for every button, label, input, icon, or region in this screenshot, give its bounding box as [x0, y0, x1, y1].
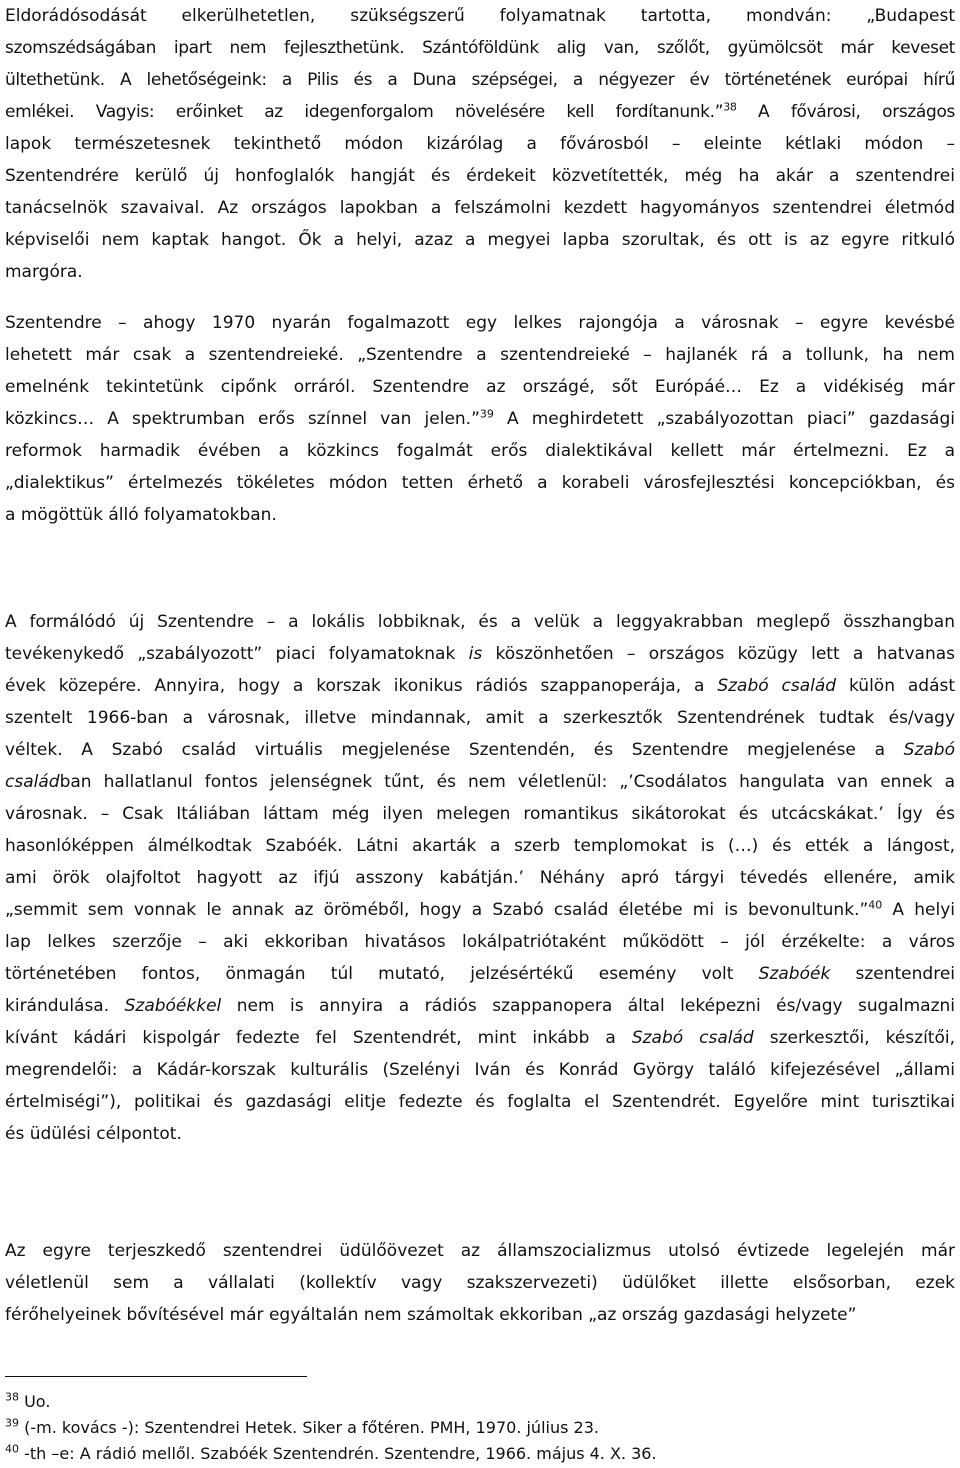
- text-span: tanácselnök szavaival. Az országos lapokban a felszámolni kezdett hagyományos szentendrei életmód: [5, 198, 955, 218]
- italic-text: Szabó család: [717, 676, 837, 696]
- text-span: A fővárosi, országos: [736, 102, 955, 122]
- text-span: nem is annyira a rádiós szappanopera által leképezni és/vagy sugalmazni: [221, 996, 955, 1016]
- text-line: [5, 894, 955, 926]
- text-span: szentendrei: [830, 964, 955, 984]
- text-span: ban hallatlanul fontos jelenségnek tűnt, és nem véletlenül: „’Csodálatos hangulata van ennek a: [59, 772, 955, 792]
- text-span: reformok harmadik évében a közkincs fogalmát erős dialektikával kellett már értelmezni. Ez a: [5, 441, 955, 461]
- text-line: [5, 339, 955, 371]
- text-line: [5, 734, 955, 766]
- text-line: [5, 1118, 955, 1150]
- text-span: szerkesztői, készítői,: [753, 1028, 956, 1048]
- text-line: [5, 1086, 955, 1118]
- text-line: [5, 862, 955, 894]
- footnote-text: (-m. kovács -): Szentendrei Hetek. Siker a főtéren. PMH, 1970. július 23.: [24, 1418, 599, 1437]
- text-span: és üdülési célpontot.: [5, 1124, 182, 1144]
- text-line: [5, 160, 955, 192]
- text-line: [5, 307, 955, 339]
- text-span: véletlenül sem a vállalati (kollektív vagy szakszervezeti) üdülőket illette elsősorban, ezek: [5, 1273, 955, 1293]
- text-line: [5, 96, 955, 128]
- footnote: [5, 1416, 599, 1440]
- footnote: [5, 1442, 657, 1466]
- text-span: kirándulása.: [5, 996, 125, 1016]
- text-span: történetében fontos, önmagán túl mutató, jelzésértékű esemény volt: [5, 964, 759, 984]
- text-line: [5, 64, 955, 96]
- text-line: [5, 499, 955, 531]
- text-span: tevékenykedő „szabályozott” piaci folyamatoknak: [5, 644, 469, 664]
- italic-text: is: [468, 644, 483, 664]
- text-span: A meghirdetett „szabályozottan piaci” gazdasági: [493, 409, 955, 429]
- italic-text: Szabóékkel: [124, 996, 222, 1016]
- text-line: [5, 32, 955, 64]
- text-span: Az egyre terjeszkedő szentendrei üdülőövezet az államszocializmus utolsó évtizede legelején már: [5, 1241, 955, 1261]
- text-span: férőhelyeinek bővítésével már egyáltalán nem számoltak ekkoriban „az ország gazdasági helyzete”: [5, 1305, 857, 1325]
- text-line: [5, 435, 955, 467]
- text-span: A formálódó új Szentendre – a lokális lobbiknak, és a velük a leggyakrabban meglepő összhangban: [5, 612, 955, 632]
- text-span: ami örök olajfoltot hagyott az ifjú asszony kabátján.’ Néhány apró tárgyi tévedés ellenére, amik: [5, 868, 955, 888]
- text-line: [5, 1022, 955, 1054]
- text-line: [5, 830, 955, 862]
- text-span: szentelt 1966-ban a városnak, illetve mindannak, amit a szerkesztők Szentendrének tudtak és/vagy: [5, 708, 955, 728]
- footnote: [5, 1390, 50, 1414]
- text-line: [5, 0, 955, 32]
- italic-text: Szabó család: [631, 1028, 754, 1048]
- text-span: köszönhetően – országos közügy lett a hatvanas: [482, 644, 955, 664]
- footnote-separator: [5, 1376, 307, 1377]
- text-line: [5, 702, 955, 734]
- text-span: külön adást: [836, 676, 956, 696]
- text-span: évek közepére. Annyira, hogy a korszak ikonikus rádiós szappanoperája, a: [5, 676, 718, 696]
- text-line: [5, 766, 955, 798]
- text-line: [5, 1299, 955, 1331]
- footnote-text: Uo.: [24, 1392, 51, 1411]
- text-span: margóra.: [5, 262, 83, 282]
- text-line: [5, 371, 955, 403]
- text-span: megrendelői: a Kádár-korszak kulturális (Szelényi Iván és Konrád György találó kifejezésével „állami: [5, 1060, 955, 1080]
- text-line: [5, 926, 955, 958]
- text-span: „dialektikus” értelmezés tökéletes módon tetten érhető a korabeli városfejlesztési koncepciókban, és: [5, 473, 955, 493]
- text-line: [5, 606, 955, 638]
- text-span: hasonlóképpen álmélkodtak Szabóék. Látni akarták a szerb templomokat is (…) és ették a lángost,: [5, 836, 955, 856]
- text-line: [5, 224, 955, 256]
- text-span: Eldorádósodását elkerülhetetlen, szükségszerű folyamatnak tartotta, mondván: „Budapest: [5, 6, 955, 26]
- italic-text: család: [5, 772, 60, 792]
- text-span: véltek. A Szabó család virtuális megjelenése Szentendén, és Szentendre megjelenése a: [5, 740, 904, 760]
- text-span: értelmiségi”), politikai és gazdasági elitje fedezte és foglalta el Szentendrét. Egyelőre mint turisztikai: [5, 1092, 955, 1112]
- text-line: [5, 670, 955, 702]
- footnote-number: 38: [5, 1390, 19, 1404]
- footnote-text: -th –e: A rádió mellől. Szabóék Szentendrén. Szentendre, 1966. május 4. X. 36.: [24, 1444, 657, 1463]
- footnote-ref: 40: [868, 898, 883, 912]
- text-line: [5, 1267, 955, 1299]
- text-span: városnak. – Csak Itáliában láttam még ilyen melegen romantikus sikátorokat és utcácskákat.’ Így és: [5, 804, 955, 824]
- text-span: kívánt kádári kispolgár fedezte fel Szentendrét, mint inkább a: [5, 1028, 632, 1048]
- text-line: [5, 1235, 955, 1267]
- text-span: lapok természetesnek tekinthető módon kizárólag a fővárosból – eleinte kétlaki módon –: [5, 134, 955, 154]
- text-span: emlékei. Vagyis: erőinket az idegenforgalom növelésére kell fordítanunk.”: [5, 102, 724, 122]
- text-line: [5, 798, 955, 830]
- text-span: „semmit sem vonnak le annak az öröméből, hogy a Szabó család életébe mi is bevonultunk.”: [5, 900, 869, 920]
- text-line: [5, 403, 955, 435]
- footnote-ref: 38: [723, 100, 737, 114]
- text-span: ültethetünk. A lehetőségeink: a Pilis és a Duna szépségei, a négyezer év történetének európai hírű: [5, 70, 955, 90]
- text-span: emelnénk tekintetünk cipőnk orráról. Szentendre az országé, sőt Európáé… Ez a vidékiség már: [5, 377, 955, 397]
- text-span: szomszédságában ipart nem fejleszthetünk. Szántóföldünk alig van, szőlőt, gyümölcsöt már keveset: [5, 38, 955, 58]
- text-span: Szentendre – ahogy 1970 nyarán fogalmazott egy lelkes rajongója a városnak – egyre kevésbé: [5, 313, 955, 333]
- italic-text: Szabó: [903, 740, 955, 760]
- italic-text: Szabóék: [758, 964, 831, 984]
- footnote-number: 39: [5, 1416, 19, 1430]
- text-line: [5, 467, 955, 499]
- text-span: lap lelkes szerzője – aki ekkoriban hivatásos lokálpatriótaként működött – jól érzékelte: a város: [5, 932, 955, 952]
- text-span: Szentendrére kerülő új honfoglalók hangját és érdekeit közvetítették, még ha akár a szentendrei: [5, 166, 955, 186]
- text-span: A helyi: [882, 900, 955, 920]
- text-span: a mögöttük álló folyamatokban.: [5, 505, 277, 525]
- footnote-ref: 39: [479, 407, 494, 421]
- text-line: [5, 192, 955, 224]
- footnote-number: 40: [5, 1442, 19, 1456]
- text-span: közkincs… A spektrumban erős színnel van jelen.”: [5, 409, 480, 429]
- text-line: [5, 1054, 955, 1086]
- text-line: [5, 256, 955, 288]
- text-line: [5, 958, 955, 990]
- text-line: [5, 638, 955, 670]
- text-span: lehetett már csak a szentendreieké. „Szentendre a szentendreieké – hajlanék rá a tollunk, ha nem: [5, 345, 955, 365]
- text-span: képviselői nem kaptak hangot. Ők a helyi, azaz a megyei lapba szorultak, és ott is az egyre ritkuló: [5, 230, 955, 250]
- text-line: [5, 990, 955, 1022]
- text-line: [5, 128, 955, 160]
